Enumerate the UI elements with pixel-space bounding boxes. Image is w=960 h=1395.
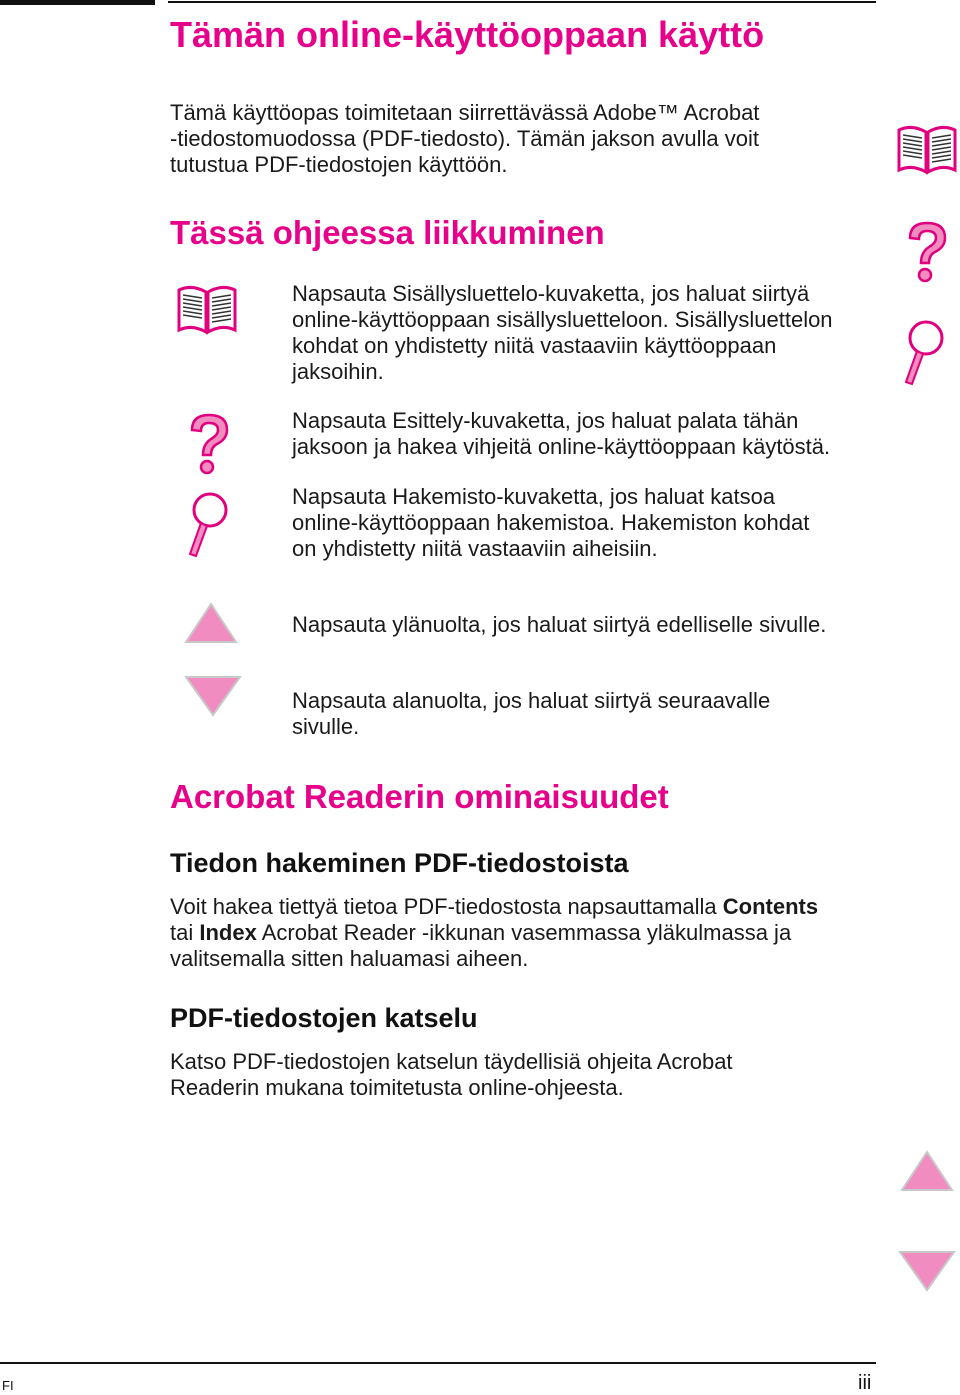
search-heading: Tiedon hakeminen PDF-tiedostoista	[170, 848, 629, 878]
navigation-heading: Tässä ohjeessa liikkuminen	[170, 214, 605, 251]
magnifier-icon[interactable]	[182, 490, 234, 560]
text-run: Acrobat Reader -ikkunan vasemmassa yläkulmassa ja	[256, 920, 792, 945]
question-mark-icon[interactable]	[186, 412, 232, 478]
description-line: kohdat on yhdistetty niitä vastaaviin käyttöoppaan	[292, 333, 777, 358]
intro-line: -tiedostomuodossa (PDF-tiedosto). Tämän jakson avulla voit	[170, 126, 759, 151]
viewing-heading: PDF-tiedostojen katselu	[170, 1003, 478, 1033]
next-page-arrow[interactable]	[898, 1250, 956, 1292]
description-line: Napsauta alanuolta, jos haluat siirtyä seuraavalle	[292, 688, 771, 713]
description-line: sivulle.	[292, 714, 360, 739]
text-run: tai	[170, 920, 200, 945]
contents-term: Contents	[722, 894, 819, 919]
book-icon[interactable]	[896, 124, 958, 176]
description-line: online-käyttöoppaan hakemistoa. Hakemiston kohdat	[292, 510, 810, 535]
top-left-rule	[0, 0, 155, 5]
page-number: iii	[858, 1372, 872, 1394]
page-title: Tämän online-käyttöoppaan käyttö	[170, 14, 765, 55]
search-paragraph	[170, 894, 890, 972]
text-run: Voit hakea tiettyä tietoa PDF-tiedostosta napsauttamalla	[170, 894, 723, 919]
down-arrow-icon[interactable]	[184, 675, 242, 717]
paragraph-line: valitsemalla sitten haluamasi aiheen.	[170, 946, 529, 971]
description-line: Napsauta ylänuolta, jos haluat siirtyä edelliselle sivulle.	[292, 612, 827, 637]
description-line: jaksoon ja hakea vihjeitä online-käyttöoppaan käytöstä.	[292, 434, 831, 459]
intro-paragraph	[170, 100, 870, 178]
paragraph-line	[170, 920, 890, 946]
intro-line: tutustua PDF-tiedostojen käyttöön.	[170, 152, 508, 177]
description-line: on yhdistetty niitä vastaaviin aiheisiin.	[292, 536, 658, 561]
paragraph-line	[170, 894, 890, 920]
paragraph-line: Katso PDF-tiedostojen katselun täydellisiä ohjeita Acrobat	[170, 1049, 733, 1074]
acrobat-heading: Acrobat Readerin ominaisuudet	[170, 778, 669, 815]
toc-description	[292, 281, 892, 385]
language-code: FI	[2, 1378, 14, 1393]
index-term: Index	[199, 920, 257, 945]
up-arrow-icon[interactable]	[184, 602, 238, 644]
book-icon[interactable]	[176, 284, 238, 336]
description-line: Napsauta Sisällysluettelo-kuvaketta, jos haluat siirtyä	[292, 281, 810, 306]
top-right-rule	[168, 1, 876, 3]
intro-line: Tämä käyttöopas toimitetaan siirrettävässä Adobe™ Acrobat	[170, 100, 760, 125]
viewing-paragraph	[170, 1049, 890, 1101]
footer-rule	[0, 1362, 876, 1364]
description-line: online-käyttöoppaan sisällysluetteloon. Sisällysluettelon	[292, 307, 833, 332]
previous-page-description	[292, 612, 892, 638]
question-mark-icon[interactable]	[904, 220, 950, 286]
paragraph-line: Readerin mukana toimitetusta online-ohjeesta.	[170, 1075, 624, 1100]
description-line: Napsauta Esittely-kuvaketta, jos haluat palata tähän	[292, 408, 799, 433]
description-line: Napsauta Hakemisto-kuvaketta, jos haluat katsoa	[292, 484, 776, 509]
index-description	[292, 484, 892, 562]
next-page-description	[292, 688, 892, 740]
intro-description	[292, 408, 892, 460]
magnifier-icon[interactable]	[898, 318, 950, 388]
description-line: jaksoihin.	[292, 359, 384, 384]
previous-page-arrow[interactable]	[900, 1150, 954, 1192]
